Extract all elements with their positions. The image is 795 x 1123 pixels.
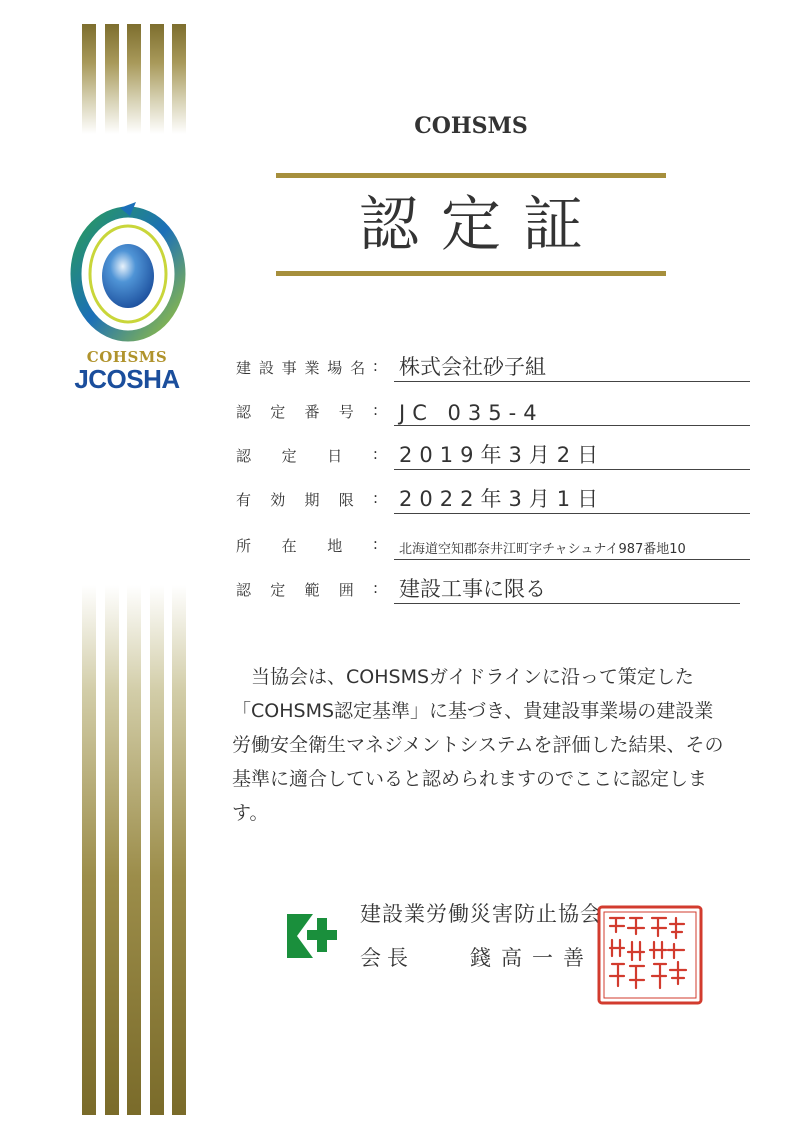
field-label: 認 定 日 : <box>236 445 378 465</box>
certificate-title: 認定証 <box>359 190 605 260</box>
issuer-organization: 建設業労働災害防止協会 <box>360 902 602 926</box>
logo-jcosha-text: JCOSHA <box>74 364 180 394</box>
field-label: 所 在 地 : <box>236 535 378 555</box>
field-label: 有 効 期 限 : <box>236 489 378 509</box>
certification-statement: 当協会は、COHSMSガイドラインに沿って策定した「COHSMS認定基準」に基づき、貴建設事業場の建設業労働安全衛生マネジメントシステムを評価した結果、その基準に適合していると認められますのでここに認定します。 <box>232 666 724 824</box>
field-label: 認 定 番 号 : <box>236 401 378 421</box>
field-value-cert-date: 2019年3月2日 <box>394 439 750 470</box>
field-value-scope: 建設工事に限る <box>394 573 740 604</box>
jcosha-logo <box>62 196 192 392</box>
field-value-expiry: 2022年3月1日 <box>394 483 750 514</box>
issuer-role: 会長 <box>360 946 414 970</box>
field-value-site-name: 株式会社砂子組 <box>394 351 750 382</box>
kensaibou-logo-icon <box>285 908 341 968</box>
field-value-cert-number: JC 035-4 <box>394 401 750 426</box>
field-value-address: 北海道空知郡奈井江町字チャシュナイ987番地10 <box>394 538 750 560</box>
cohsms-emblem-icon <box>68 196 188 346</box>
field-label: 建 設 事 業 場 名 : <box>236 357 378 377</box>
official-seal-stamp <box>596 904 704 1006</box>
title-rule-top <box>276 173 666 178</box>
logo-cohsms-text: COHSMS <box>86 348 168 366</box>
brand-heading: COHSMS <box>414 113 528 139</box>
issuer-name: 錢高一善 <box>470 946 594 970</box>
bottom-gold-stripes <box>82 585 186 1115</box>
field-label: 認 定 範 囲 : <box>236 579 378 599</box>
title-rule-bottom <box>276 271 666 276</box>
top-gold-stripes <box>82 24 186 134</box>
